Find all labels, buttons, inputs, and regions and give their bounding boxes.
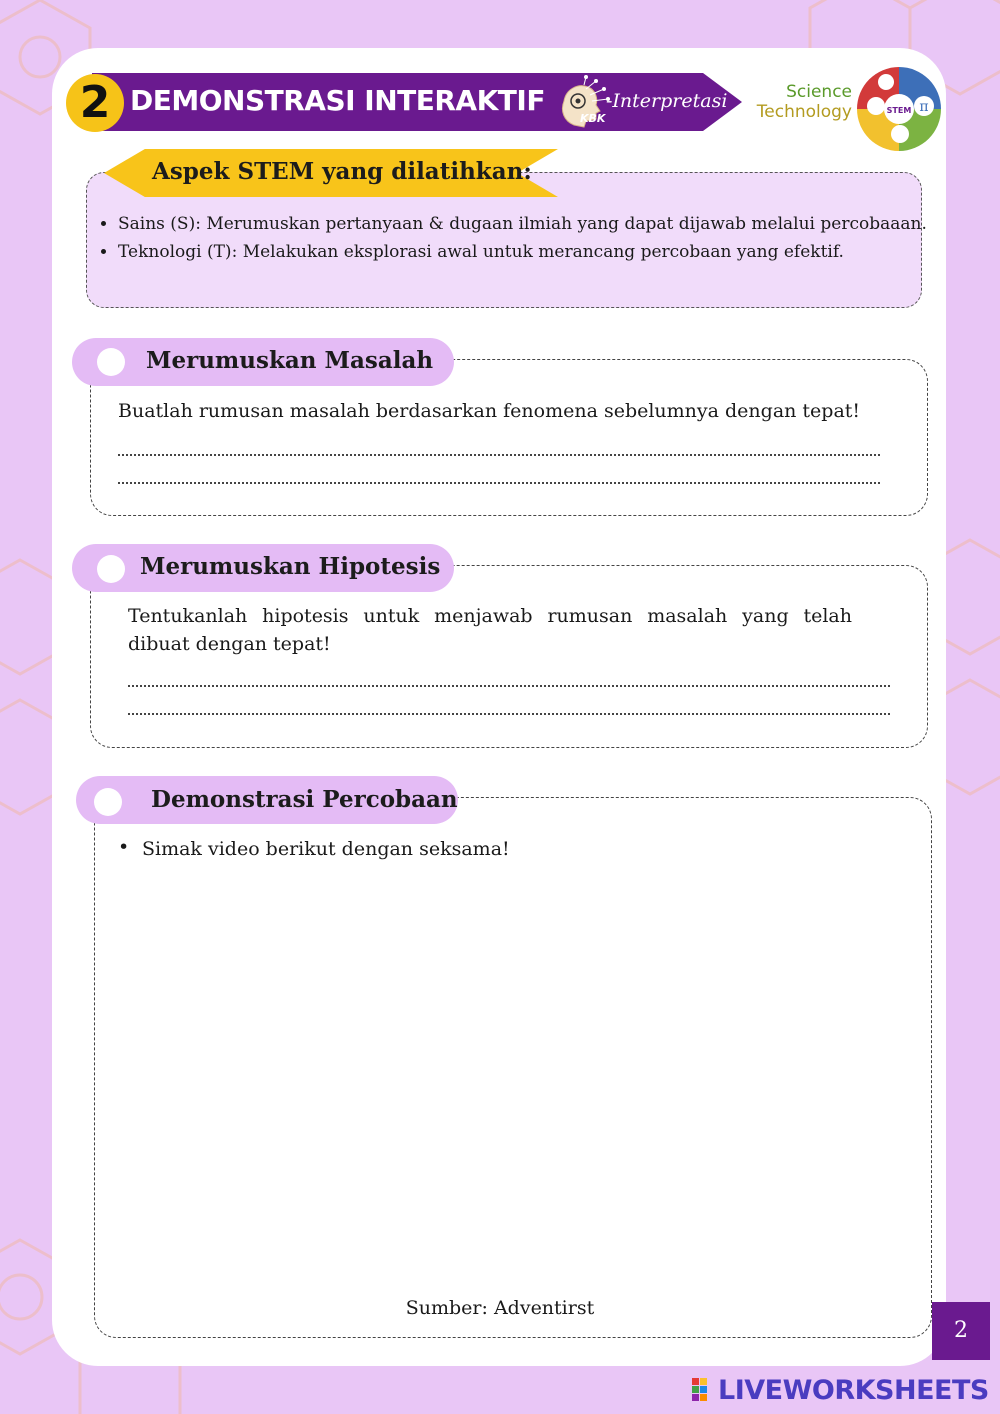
section-number-badge: 2 (66, 74, 124, 132)
page-number: 2 (932, 1302, 990, 1360)
aspek-item-sains: • Sains (S): Merumuskan pertanyaan & dugaan ilmiah yang dapat dijawab melalui percobaaan. (118, 210, 930, 238)
stem-logo-icon (856, 66, 942, 152)
hipotesis-title: Merumuskan Hipotesis (140, 553, 441, 580)
hipotesis-pill-dot (97, 555, 125, 583)
masalah-title: Merumuskan Masalah (146, 347, 434, 374)
masalah-answer-line-2[interactable] (118, 479, 880, 484)
demonstrasi-instruction: Simak video berikut dengan seksama! (142, 838, 510, 860)
aspek-stem-list (96, 210, 930, 266)
demonstrasi-bullet-dot: • (118, 836, 130, 858)
hipotesis-answer-line-2[interactable] (128, 710, 890, 715)
aspek-item-teknologi: • Teknologi (T): Melakukan eksplorasi awal untuk merancang percobaan yang efektif. (118, 238, 930, 266)
liveworksheets-wordmark: LIVEWORKSHEETS (718, 1374, 989, 1406)
hipotesis-answer-line-1[interactable] (128, 682, 890, 687)
hipotesis-instruction: Tentukanlah hipotesis untuk menjawab rumusan masalah yang telah dibuat dengan tepat! (128, 605, 852, 655)
video-source-caption: Sumber: Adventirst (405, 1297, 595, 1319)
header-subtitle: -Interpretasi (606, 90, 728, 112)
kbk-badge: KBK (580, 112, 606, 125)
video-area[interactable] (120, 880, 906, 1280)
demonstrasi-title: Demonstrasi Percobaan (151, 786, 458, 813)
svg-text:π: π (919, 99, 929, 115)
masalah-pill-dot (97, 348, 125, 376)
logo-science-text: Science (786, 82, 852, 102)
liveworksheets-logo-icon (692, 1378, 716, 1402)
stem-logo-label (752, 82, 852, 122)
stem-logo-center-text: STEM (886, 106, 912, 115)
demonstrasi-pill-dot (94, 788, 122, 816)
aspek-stem-title: Aspek STEM yang dilatihkan: (152, 158, 532, 185)
logo-technology-text: Technology (756, 102, 852, 122)
liveworksheets-brand[interactable] (692, 1374, 989, 1406)
masalah-answer-line-1[interactable] (118, 451, 880, 456)
page-title: DEMONSTRASI INTERAKTIF (130, 84, 545, 117)
masalah-instruction: Buatlah rumusan masalah berdasarkan fenomena sebelumnya dengan tepat! (118, 400, 861, 422)
